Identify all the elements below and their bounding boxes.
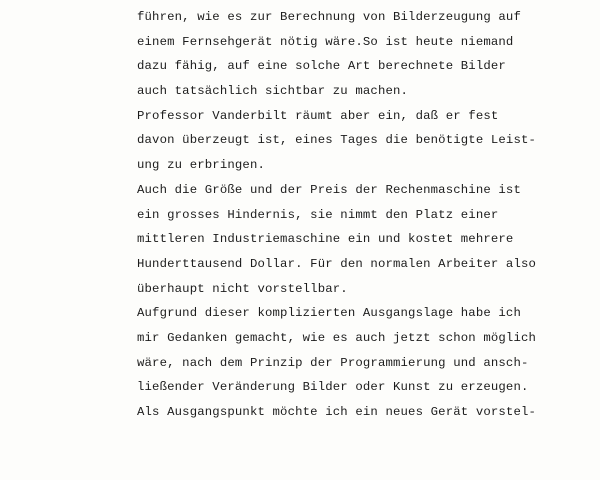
text-line: Als Ausgangspunkt möchte ich ein neues Gerät vorstel-	[137, 405, 537, 419]
text-line: Professor Vanderbilt räumt aber ein, daß er fest	[137, 108, 499, 123]
text-line: wäre, nach dem Prinzip der Programmierung und ansch-	[137, 355, 529, 370]
text-line: ein grosses Hindernis, sie nimmt den Platz einer	[137, 207, 499, 222]
text-line: überhaupt nicht vorstellbar.	[137, 281, 348, 296]
text-line: ung zu erbringen.	[137, 158, 265, 173]
text-line: einem Fernsehgerät nötig wäre.So ist heute niemand	[137, 34, 514, 49]
text-line: Auch die Größe und der Preis der Rechenmaschine ist	[137, 182, 521, 197]
text-line: davon überzeugt ist, eines Tages die benötigte Leist-	[137, 133, 537, 148]
text-line: mir Gedanken gemacht, wie es auch jetzt schon möglich	[137, 330, 537, 345]
text-line: Aufgrund dieser komplizierten Ausgangslage habe ich	[137, 306, 521, 321]
text-line: ließender Veränderung Bilder oder Kunst zu erzeugen.	[137, 380, 529, 395]
text-line: mittleren Industriemaschine ein und kostet mehrere	[137, 232, 514, 247]
text-line: auch tatsächlich sichtbar zu machen.	[137, 84, 409, 99]
text-line: Hunderttausend Dollar. Für den normalen Arbeiter also	[137, 256, 537, 271]
text-line: führen, wie es zur Berechnung von Bilderzeugung auf	[137, 10, 521, 24]
text-line: dazu fähig, auf eine solche Art berechnete Bilder	[137, 59, 506, 74]
body-text	[137, 8, 577, 428]
